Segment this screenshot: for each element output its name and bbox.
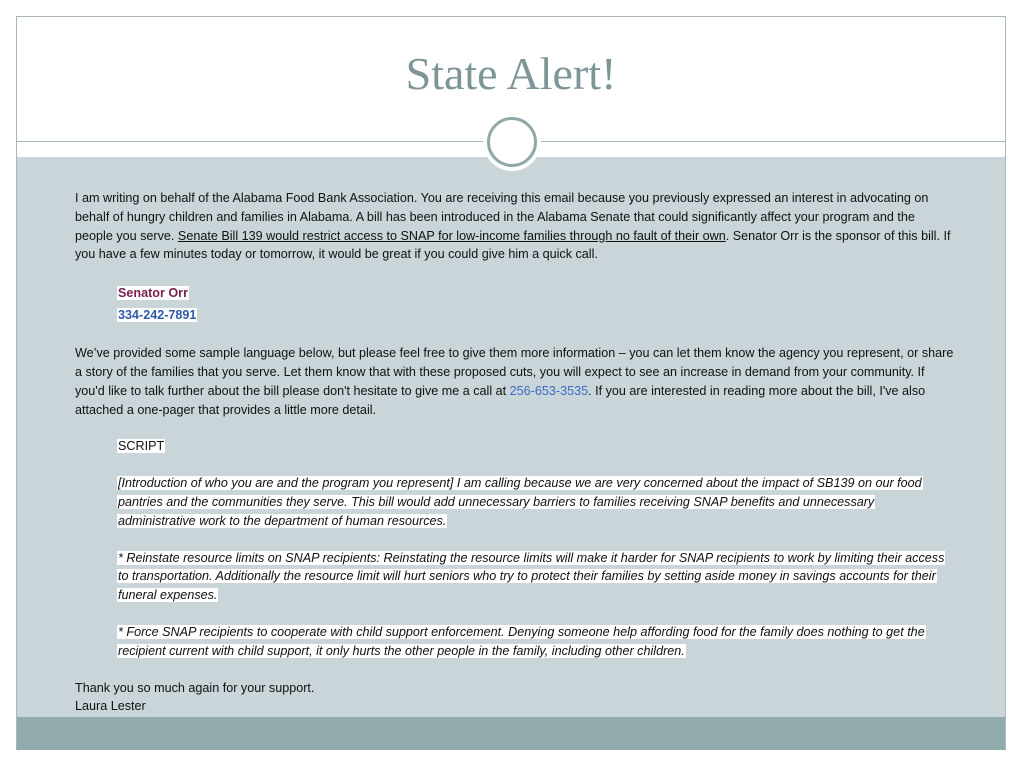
spacer xyxy=(75,264,955,282)
spacer xyxy=(75,605,955,623)
script-intro-paragraph xyxy=(117,474,955,530)
circle-ring xyxy=(487,117,537,167)
spacer xyxy=(75,531,955,549)
email-body xyxy=(75,189,955,716)
sample-language-paragraph xyxy=(75,344,955,419)
circle-ornament-icon xyxy=(483,113,541,171)
sample-language-text-end: . If you are interested in reading more about the bill, I've also attached a one-pager that provides a little more detail. xyxy=(75,383,926,417)
script-heading: SCRIPT xyxy=(118,439,165,454)
signature: Laura Lester xyxy=(75,699,146,714)
senator-name: Senator Orr xyxy=(118,286,188,301)
contact-name-line xyxy=(117,282,955,304)
script-point-1: * Reinstate resource limits on SNAP recipients: Reinstating the resource limits will make it harder for SNAP recipients to work by limiting their access to transportation. Additionally the resource limit will hurt seniors who try to protect their families by setting aside money in savings accounts for their funeral expenses. xyxy=(118,550,945,603)
intro-text-end: . Senator Orr is the sponsor of this bill. If you have a few minutes today or tomorrow, it would be great if you could give him a quick call. xyxy=(75,228,951,262)
spacer xyxy=(75,419,955,437)
senator-phone[interactable]: 334-242-7891 xyxy=(118,308,197,323)
spacer xyxy=(75,661,955,679)
script-heading-line xyxy=(117,437,955,456)
script-point-2: * Force SNAP recipients to cooperate with child support enforcement. Denying someone help affording food for the family does nothing to get the recipient current with child support, it only hurts the other people in the family, including other children. xyxy=(118,624,925,658)
spacer xyxy=(75,326,955,344)
bill-link[interactable]: Senate Bill 139 would restrict access to SNAP for low-income families through no fault of their own xyxy=(177,228,726,243)
footer-band xyxy=(17,717,1005,750)
closing-thanks: Thank you so much again for your support. xyxy=(75,680,315,695)
intro-text: I am writing on behalf of the Alabama Food Bank Association. You are receiving this email because you previously expressed an interest in advocating on behalf of hungry children and families in Alabama. A bill has been introduced in the Alabama Senate that could significantly affect your program and the people you serve. xyxy=(75,191,929,243)
spacer xyxy=(75,456,955,474)
intro-paragraph xyxy=(75,189,955,264)
script-point-2-paragraph xyxy=(117,623,955,661)
slide xyxy=(16,16,1006,750)
contact-phone-line xyxy=(117,304,955,326)
contact-phone-link[interactable]: 256-653-3535 xyxy=(509,383,589,398)
sample-language-text: We’ve provided some sample language below, but please feel free to give them more information – you can let them know the agency you represent, or share a story of the families that you serve. Let them know that with these proposed cuts, you will expect to see an increase in demand from your community. If you'd like to talk further about the bill please don't hesitate to give me a call at xyxy=(75,346,954,398)
slide-title: State Alert! xyxy=(405,48,617,99)
script-point-1-paragraph xyxy=(117,549,955,605)
script-intro: [Introduction of who you are and the program you represent] I am calling because we are very concerned about the impact of SB139 on our food pantries and the communities they serve. This bill would add unnecessary barriers to families receiving SNAP benefits and unnecessary administrative work to the department of human resources. xyxy=(118,476,922,528)
